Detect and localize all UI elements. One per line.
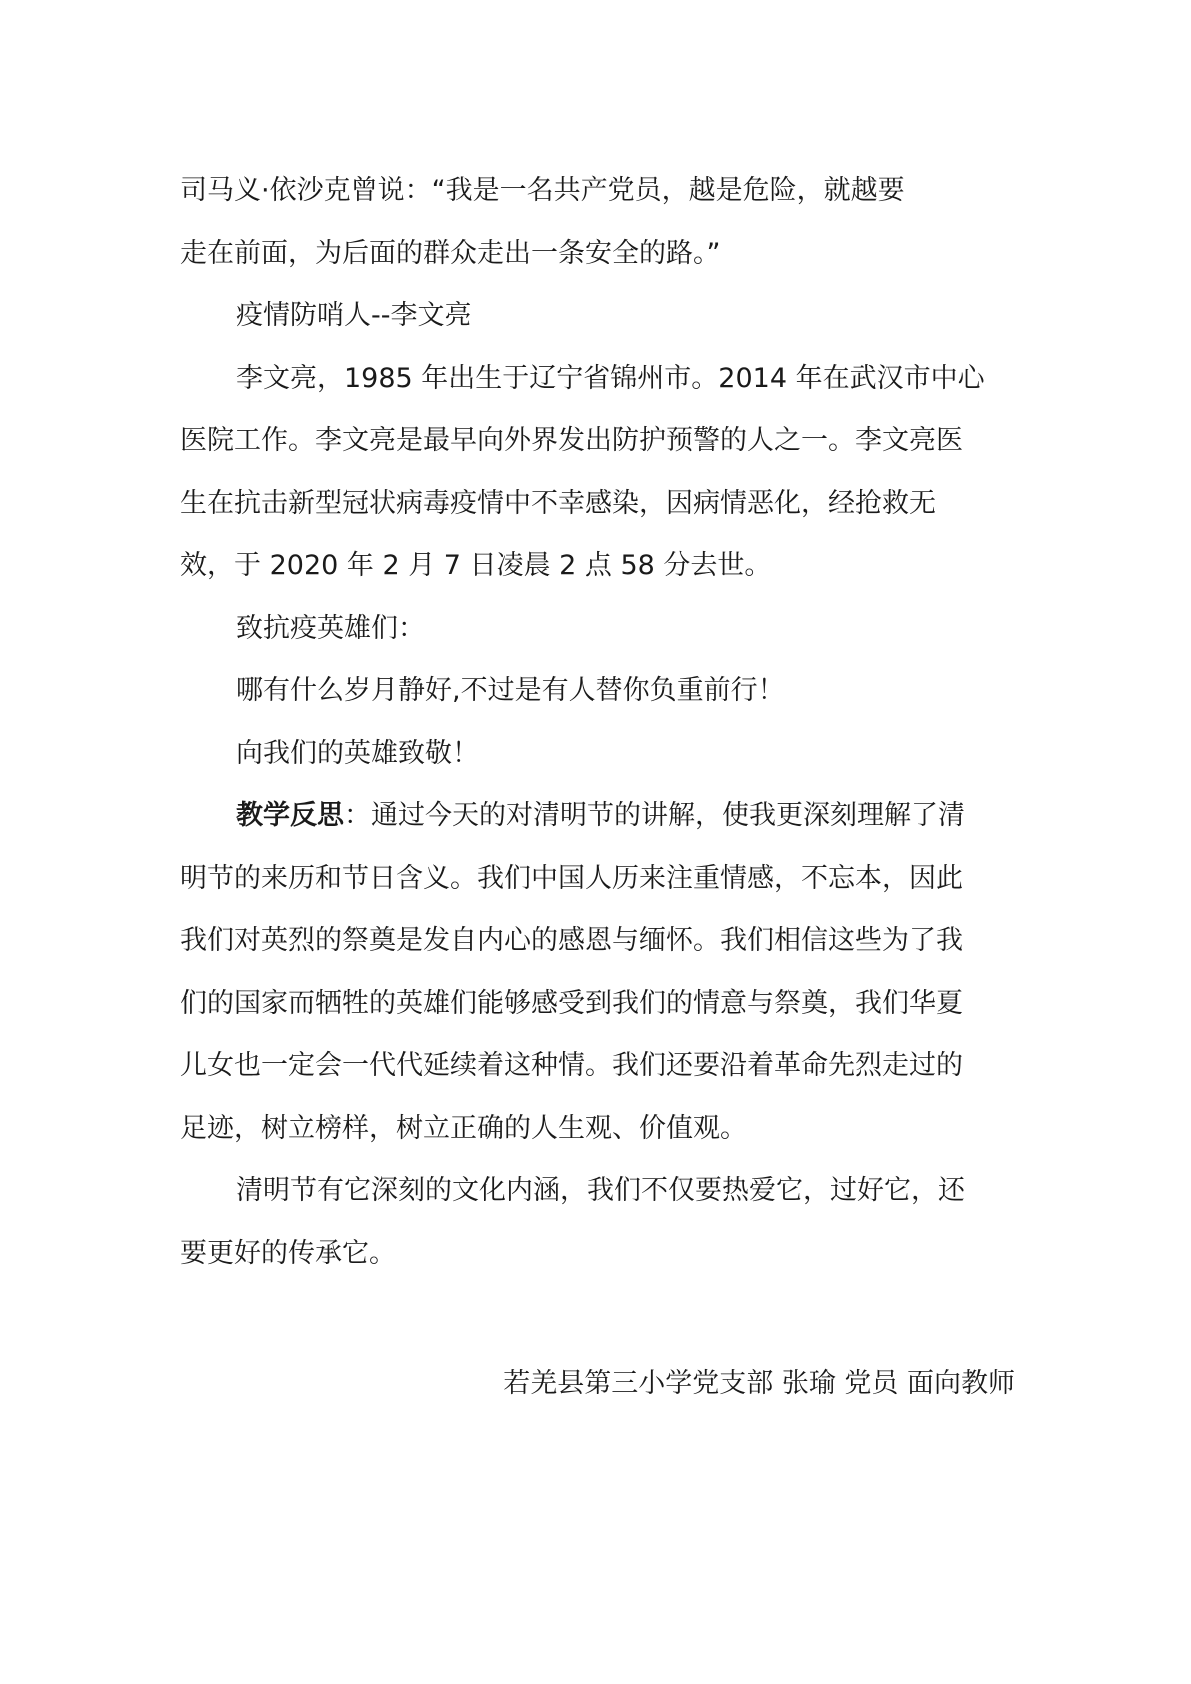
tribute-salutation: 致抗疫英雄们： [236, 612, 425, 644]
document-body [180, 160, 1015, 1285]
paragraph-line: 足迹，树立榜样，树立正确的人生观、价值观。 [180, 1112, 747, 1144]
tribute-line-2: 向我们的英雄致敬！ [236, 737, 479, 769]
paragraph-line: 生在抗击新型冠状病毒疫情中不幸感染，因病情恶化，经抢救无 [180, 487, 936, 519]
quote-line-2: 走在前面，为后面的群众走出一条安全的路。” [180, 237, 721, 269]
paragraph-line: 医院工作。李文亮是最早向外界发出防护预警的人之一。李文亮医 [180, 425, 963, 456]
reflection-first-line-text: ：通过今天的对清明节的讲解，使我更深刻理解了清 [344, 800, 965, 831]
reflection-first-line [180, 785, 1015, 848]
author-signature: 若羌县第三小学党支部 张瑜 党员 面向教师 [503, 1368, 1015, 1399]
quote-line-1: 司马义·依沙克曾说：“我是一名共产党员，越是危险，就越要 [180, 175, 905, 206]
reflection-label: 教学反思 [236, 800, 344, 831]
paragraph-line: 儿女也一定会一代代延续着这种情。我们还要沿着革命先烈走过的 [180, 1050, 963, 1081]
paragraph-line: 明节的来历和节日含义。我们中国人历来注重情感，不忘本，因此 [180, 862, 963, 894]
closing-line-2: 要更好的传承它。 [180, 1237, 396, 1269]
paragraph-line: 们的国家而牺牲的英雄们能够感受到我们的情意与祭奠，我们华夏 [180, 987, 963, 1019]
paragraph-line: 我们对英烈的祭奠是发自内心的感恩与缅怀。我们相信这些为了我 [180, 925, 963, 956]
paragraph-line: 效，于 2020 年 2 月 7 日凌晨 2 点 58 分去世。 [180, 550, 772, 581]
closing-line-1: 清明节有它深刻的文化内涵，我们不仅要热爱它，过好它，还 [236, 1175, 965, 1206]
tribute-line-1: 哪有什么岁月静好,不过是有人替你负重前行！ [236, 675, 785, 706]
section-heading: 疫情防哨人--李文亮 [236, 300, 472, 331]
paragraph-line: 李文亮，1985 年出生于辽宁省锦州市。2014 年在武汉市中心 [236, 362, 985, 394]
